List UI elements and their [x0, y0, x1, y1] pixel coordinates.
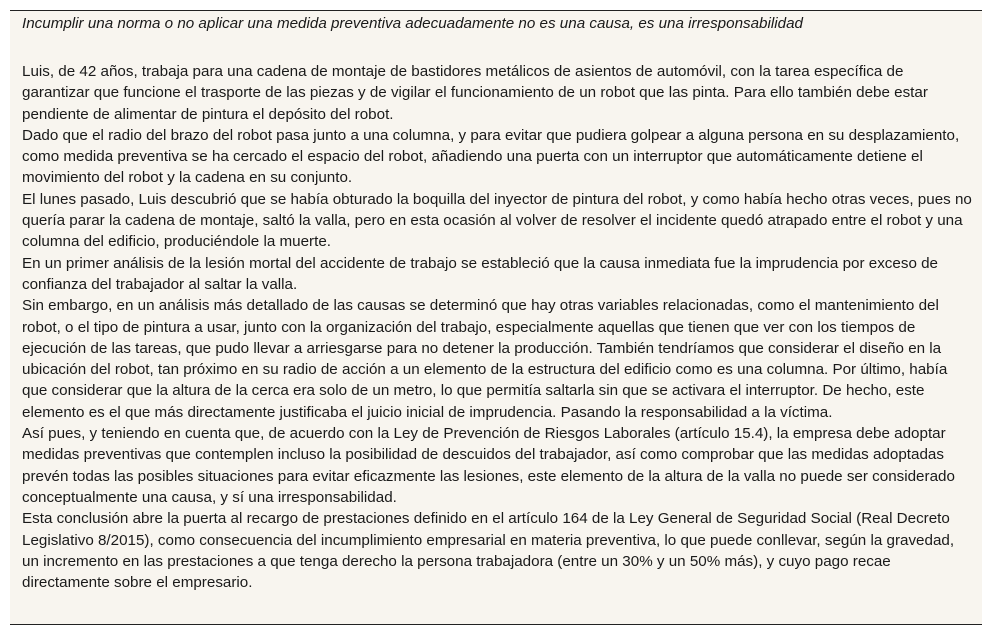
paragraph: El lunes pasado, Luis descubrió que se había obturado la boquilla del inyector de pintura del robot, y como había hecho otras veces, pues no quería parar la cadena de montaje, saltó la valla, pero en esta ocasión al volver de resolver el incidente quedó atrapado entre el robot y una columna del edificio, produciéndole la muerte. — [22, 190, 972, 251]
paragraph: Así pues, y teniendo en cuenta que, de acuerdo con la Ley de Prevención de Riesgos Laborales (artículo 15.4), la empresa debe adoptar medidas preventivas que contemplen incluso la posibilidad de descuidos del trabajador, así como comprobar que las medidas adoptadas prevén todas las posibles situaciones para evitar eficazmente las lesiones, este elemento de la altura de la valla no puede ser considerado conceptualmente una causa, y sí una irresponsabilidad. — [22, 425, 955, 506]
article-box — [10, 10, 982, 625]
paragraph: En un primer análisis de la lesión mortal del accidente de trabajo se estableció que la causa inmediata fue la imprudencia por exceso de confianza del trabajador al saltar la valla. — [22, 254, 939, 293]
paragraph: Dado que el radio del brazo del robot pasa junto a una columna, y para evitar que pudiera golpear a alguna persona en su desplazamiento, como medida preventiva se ha cercado el espacio del robot, añadiendo una puerta con un interruptor que automáticamente detiene el movimiento del robot y la cadena en su conjunto. — [22, 126, 960, 187]
article-body — [22, 61, 972, 593]
paragraph: Sin embargo, en un análisis más detallado de las causas se determinó que hay otras variables relacionadas, como el mantenimiento del robot, o el tipo de pintura a usar, junto con la organización del trabajo, especialmente aquellas que tienen que ver con los tiempos de ejecución de las tareas, que pudo llevar a arriesgarse para no detener la producción. También tendríamos que considerar el diseño en la ubicación del robot, tan próximo en su radio de acción a un elemento de la estructura del edificio como es una columna. Por último, había que considerar que la altura de la cerca era solo de un metro, lo que permitía saltarla sin que se activara el interruptor. De hecho, este elemento es el que más directamente justificaba el juicio inicial de imprudencia. Pasando la responsabilidad a la víctima. — [22, 297, 948, 421]
paragraph: Esta conclusión abre la puerta al recargo de prestaciones definido en el artículo 164 de la Ley General de Seguridad Social (Real Decreto Legislativo 8/2015), como consecuencia del incumplimiento empresarial en materia preventiva, lo que puede conllevar, según la gravedad, un incremento en las prestaciones a que tenga derecho la persona trabajadora (entre un 30% y un 50% más), y cuyo pago recae directamente sobre el empresario. — [22, 510, 955, 592]
article-title: Incumplir una norma o no aplicar una medida preventiva adecuadamente no es una causa, es una irresponsabilidad — [22, 15, 803, 32]
paragraph: Luis, de 42 años, trabaja para una cadena de montaje de bastidores metálicos de asientos de automóvil, con la tarea específica de garantizar que funcione el trasporte de las piezas y de vigilar el funcionamiento de un robot que las pinta. Para ello también debe estar pendiente de alimentar de pintura el depósito del robot. — [22, 63, 928, 123]
